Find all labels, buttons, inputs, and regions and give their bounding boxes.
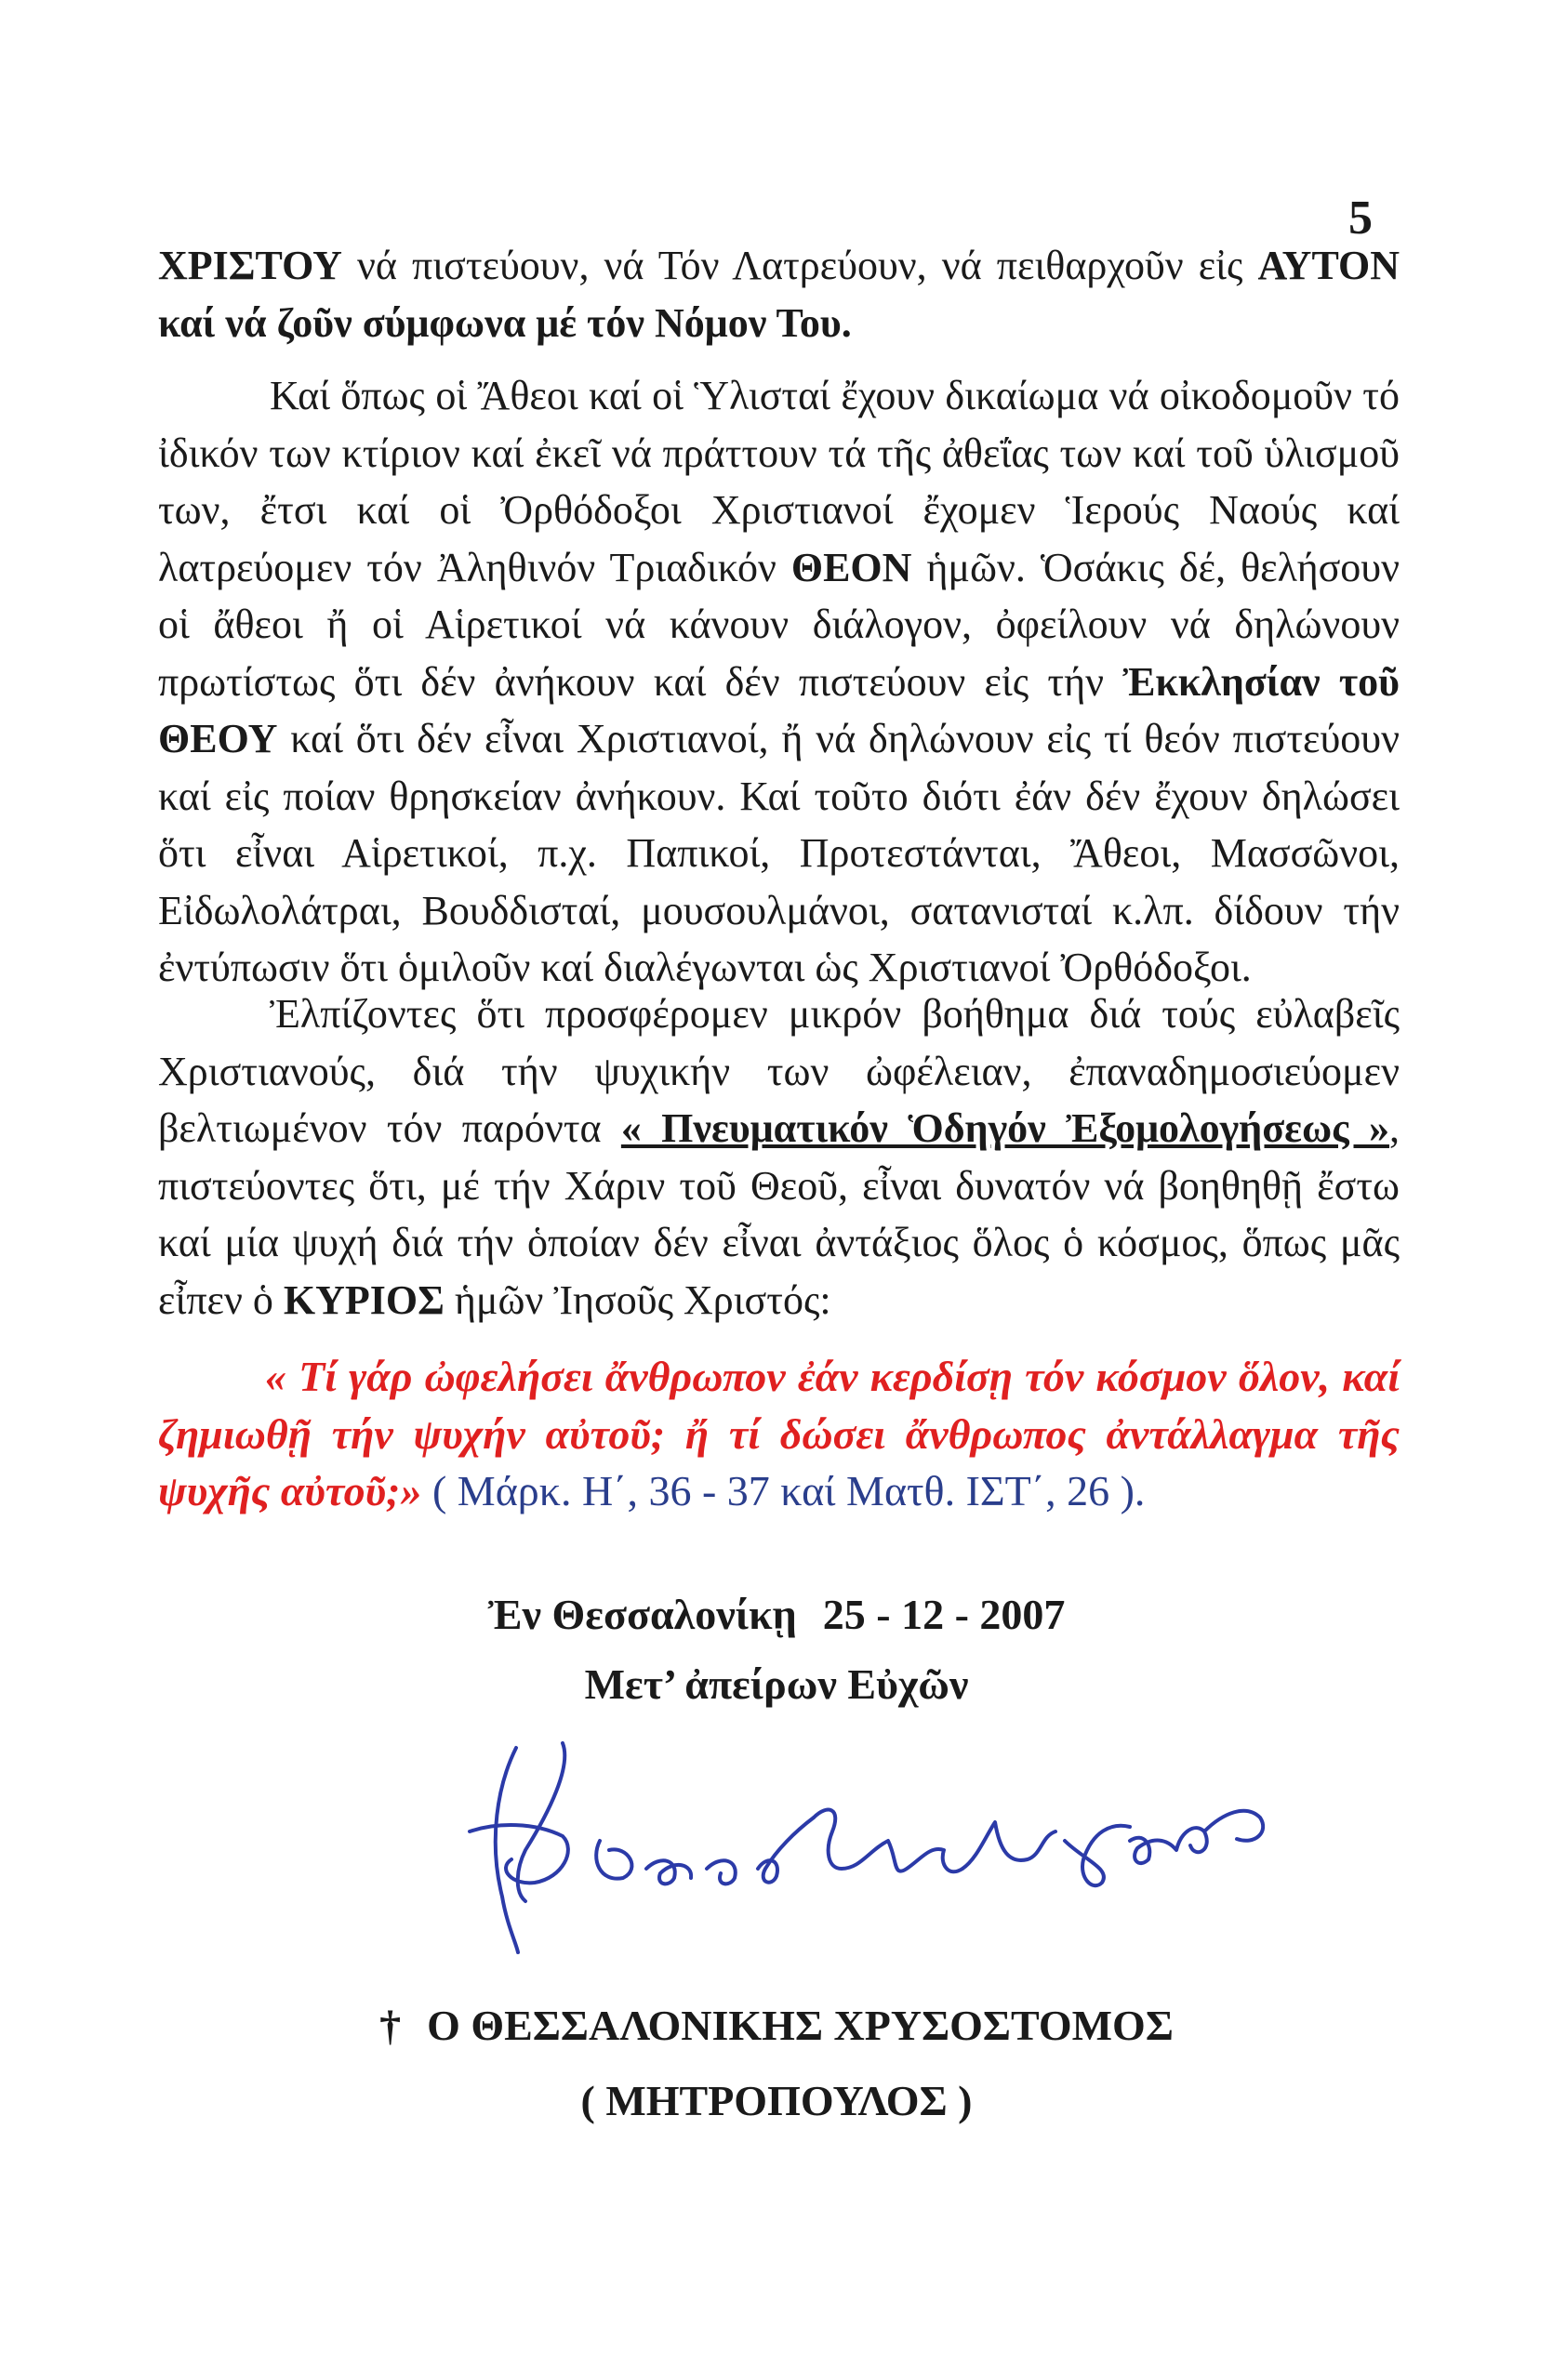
closing-greeting: Μετ’ ἀπείρων Εὐχῶν <box>584 1660 969 1708</box>
signature-stroke <box>596 1841 631 1879</box>
date: 25 - 12 - 2007 <box>822 1591 1066 1638</box>
para1-bold-text: ΑΥΤΟΝ καί νά ζοῦν σύμφωνα μέ τόν Νόμον Του. <box>158 243 1400 346</box>
para2-text-1: Καί ὅπως οἱ Ἄθεοι καί οἱ Ὑλισταί ἔχουν δικαίωμα νά οἰκοδομοῦν τό ἰδικόν των κτίριον καί ἐκεῖ νά πράττουν τά τῆς ἀθεΐας των καί τοῦ ὑλισμοῦ των, ἔτσι καί οἱ Ὀρθόδοξοι Χριστιανοί ἔχομεν Ἱερούς Ναούς καί λατρεύομεν τόν Ἀληθινόν Τριαδικόν <box>158 373 1400 590</box>
signature-stroke <box>1065 1826 1130 1885</box>
signature-stroke <box>707 1860 736 1884</box>
signer-title <box>0 2001 1553 2050</box>
place-and-date <box>0 1590 1553 1639</box>
signer-name: Ο ΘΕΣΣΑΛΟΝΙΚΗΣ ΧΡΥΣΟΣΤΟΜΟΣ <box>427 2002 1174 2049</box>
page-number: 5 <box>1348 192 1373 245</box>
quote-text: « Τί γάρ ὠφελήσει ἄνθρωπον ἐάν κερδίσῃ τόν κόσμον ὅλον, καί ζημιωθῇ τήν ψυχήν αὐτοῦ; ἤ τί δώσει ἄνθρωπος ἀντάλλαγμα τῆς ψυχῆς αὐτοῦ;» <box>158 1353 1400 1514</box>
signature-stroke <box>1204 1811 1263 1841</box>
handwritten-signature <box>460 1729 1316 1962</box>
signature-stroke <box>646 1860 691 1884</box>
quote-reference: ( Μάρκ. Η΄, 36 - 37 καί Ματθ. ΙΣΤ΄, 26 ). <box>421 1467 1146 1514</box>
lord-word: ΚΥΡΙΟΣ <box>283 1276 445 1323</box>
para2-god-word: ΘΕΟΝ <box>790 544 912 590</box>
para2-text-2: ἡμῶν. Ὁσάκις δέ, θελήσουν οἱ ἄθεοι ἤ οἱ Αἱρετικοί νά κάνουν διάλογον, ὀφείλουν νά δηλώνουν πρωτίστως ὅτι δέν ἀνήκουν καί δέν πιστεύουν εἰς τήν <box>158 544 1400 705</box>
para1-text: νά πιστεύουν, νά Τόν Λατρεύουν, νά πειθαρχοῦν εἰς <box>341 243 1258 288</box>
signature-stroke <box>758 1818 814 1883</box>
para2-text-3: καί ὅτι δέν εἶναι Χριστιανοί, ἤ νά δηλώνουν εἰς τί θεόν πιστεύουν καί εἰς ποίαν θρησκείαν ἀνήκουν. Καί τοῦτο διότι ἐάν δέν ἔχουν δηλώσει ὅτι εἶναι Αἱρετικοί, π.χ. Παπικοί, Προτεστάνται, Ἄθεοι, Μασσῶνοι, Εἰδωλολάτραι, Βουδδισταί, μουσουλμάνοι, σατανισταί κ.λπ. δίδουν τήν ἐντύπωσιν ὅτι ὁμιλοῦν καί διαλέγωνται ὡς Χριστιανοί Ὀρθόδοξοι. <box>158 716 1400 990</box>
signature-stroke <box>496 1748 518 1952</box>
signature-stroke <box>962 1822 1055 1869</box>
para3-text-3: ἡμῶν Ἰησοῦς Χριστός: <box>444 1276 831 1323</box>
paragraph-atheists <box>158 367 1400 997</box>
para3-text-1: Ἐλπίζοντες ὅτι προσφέρομεν μικρόν βοήθημα διά τούς εὐλαβεῖς Χριστιανούς, διά τήν ψυχικήν των ὠφέλειαν, ἐπαναδημοσιεύομεν βελτιωμένον τόν παρόντα <box>158 991 1400 1151</box>
book-title: « Πνευματικόν Ὁδηγόν Ἐξομολογήσεως » <box>620 1105 1389 1151</box>
signer-surname: ( ΜΗΤΡΟΠΟΥΛΟΣ ) <box>580 2077 973 2124</box>
paragraph-intro <box>158 237 1400 351</box>
signature-stroke <box>814 1810 962 1872</box>
place: Ἐν Θεσσαλονίκῃ <box>487 1591 797 1638</box>
para2-church-words: Ἐκκλησίαν τοῦ ΘΕΟΥ <box>158 658 1400 761</box>
signature-stroke <box>1130 1828 1207 1863</box>
christ-word: ΧΡΙΣΤΟΥ <box>158 243 342 288</box>
cross-icon: † <box>379 2002 402 2049</box>
paragraph-hoping <box>158 985 1400 1329</box>
signature-stroke <box>518 1743 565 1901</box>
para3-text-2: , πιστεύοντες ὅτι, μέ τήν Χάριν τοῦ Θεοῦ, εἶναι δυνατόν νά βοηθηθῇ ἔστω καί μία ψυχή διά τήν ὁποίαν δέν εἶναι ἀντάξιος ὅλος ὁ κόσμος, ὅπως μᾶς εἶπεν ὁ <box>158 1105 1400 1323</box>
scripture-quote <box>158 1348 1400 1520</box>
